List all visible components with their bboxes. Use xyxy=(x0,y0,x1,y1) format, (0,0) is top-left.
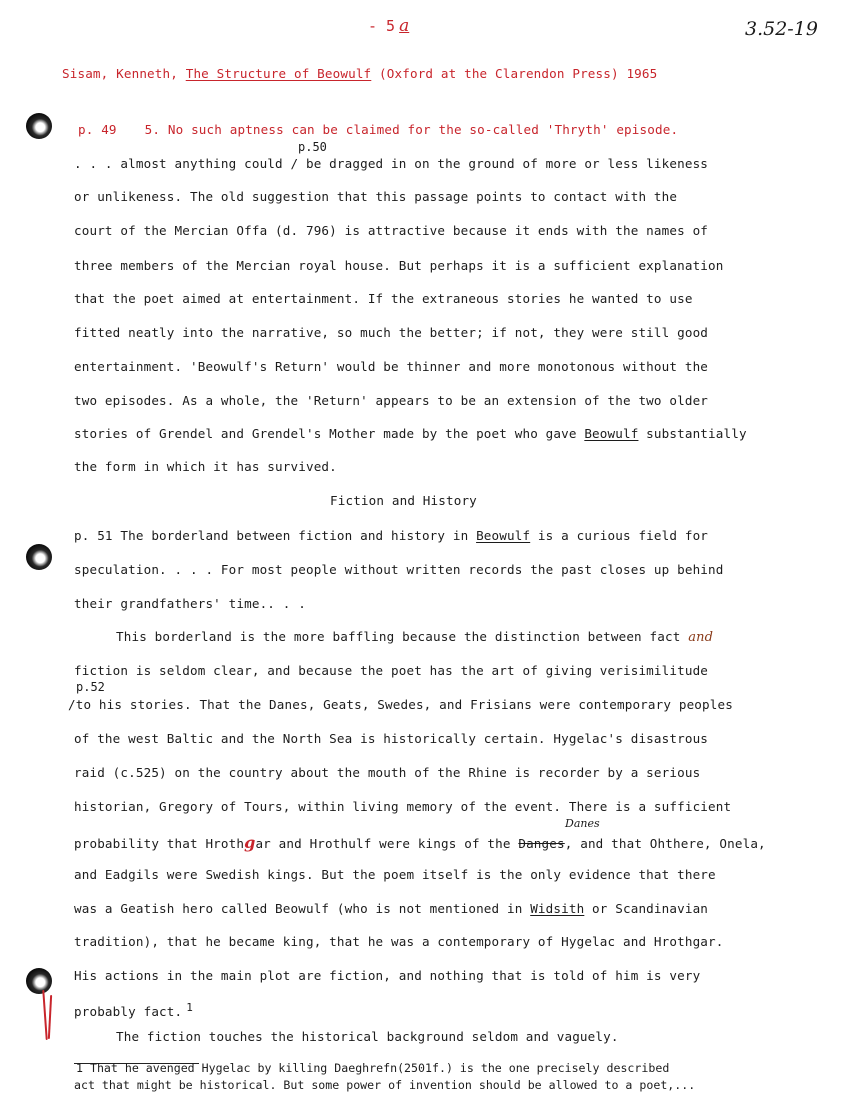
doc-code: 3.52-19 xyxy=(745,18,818,40)
body-line: the form in which it has survived. xyxy=(74,459,337,474)
body-line: or unlikeness. The old suggestion that this passage points to contact with the xyxy=(74,189,678,204)
citation-title: The Structure of Beowulf xyxy=(185,66,372,81)
body-text: stories of Grendel and Grendel's Mother made by the poet who gave xyxy=(74,426,585,441)
body-line: court of the Mercian Offa (d. 796) is attractive because it ends with the names of xyxy=(74,223,709,238)
body-line: His actions in the main plot are fiction, and nothing that is told of him is very xyxy=(74,968,701,983)
page-number xyxy=(368,16,409,36)
red-margin-mark xyxy=(48,995,52,1039)
footnote-line2: act that might be historical. But some power of invention should be allowed to a poet,... xyxy=(74,1078,696,1092)
body-line: fiction is seldom clear, and because the poet has the art of giving verisimilitude xyxy=(74,663,709,678)
body-text: , and that Ohthere, Onela, xyxy=(564,836,766,851)
body-line: entertainment. 'Beowulf's Return' would be thinner and more monotonous without the xyxy=(74,359,709,374)
body-text: probability that Hroth xyxy=(74,836,245,851)
body-text: This borderland is the more baffling because the distinction between fact xyxy=(116,629,689,644)
body-line: two episodes. As a whole, the 'Return' appears to be an extension of the two older xyxy=(74,393,709,408)
body-line: that the poet aimed at entertainment. If the extraneous stories he wanted to use xyxy=(74,291,693,306)
p51-line xyxy=(74,528,708,543)
page-number-text: - 5 xyxy=(368,17,396,35)
widsith-line xyxy=(74,901,708,916)
body-text: substantially xyxy=(638,426,747,441)
p49-page: p. 49 xyxy=(78,122,117,137)
beowulf-title: Beowulf xyxy=(476,528,531,543)
body-line: The fiction touches the historical background seldom and vaguely. xyxy=(116,1029,619,1044)
body-line: . . . almost anything could / be dragged in on the ground of more or less likeness xyxy=(74,156,709,171)
body-line-beowulf xyxy=(74,426,747,441)
body-line: three members of the Mercian royal house. But perhaps it is a sufficient explanation xyxy=(74,258,724,273)
p50-mark: p.50 xyxy=(298,140,327,154)
body-line: fitted neatly into the narrative, so much the better; if not, they were still good xyxy=(74,325,709,340)
punch-hole-bottom xyxy=(26,968,52,994)
handwritten-and: and xyxy=(688,630,714,645)
para2-line1 xyxy=(116,629,713,645)
struck-word: Danges xyxy=(518,836,565,851)
p52-mark: p.52 xyxy=(76,680,105,694)
body-text: p. 51 The borderland between fiction and history in xyxy=(74,528,477,543)
body-text: was a Geatish hero called Beowulf (who is not mentioned in xyxy=(74,901,531,916)
body-line: historian, Gregory of Tours, within living memory of the event. There is a sufficient xyxy=(74,799,732,814)
footnote-line1: 1 That he avenged Hygelac by killing Daeghrefn(2501f.) is the one precisely described xyxy=(76,1061,670,1075)
section-heading: Fiction and History xyxy=(330,493,477,508)
body-line: their grandfathers' time.. . . xyxy=(74,596,306,611)
body-text: ar and Hrothulf were kings of the xyxy=(255,836,519,851)
body-line: /to his stories. That the Danes, Geats, Swedes, and Frisians were contemporary peoples xyxy=(68,697,733,712)
body-line: of the west Baltic and the North Sea is historically certain. Hygelac's disastrous xyxy=(74,731,709,746)
p49-text: 5. No such aptness can be claimed for the so-called 'Thryth' episode. xyxy=(144,122,679,137)
probability-line xyxy=(74,833,766,852)
widsith-title: Widsith xyxy=(530,901,585,916)
body-text: is a curious field for xyxy=(530,528,709,543)
body-text: probably fact. xyxy=(74,1004,183,1020)
body-line: speculation. . . . For most people without written records the past closes up behind xyxy=(74,562,724,577)
page-suffix: a xyxy=(399,16,410,36)
citation-line xyxy=(62,66,657,81)
body-text: or Scandinavian xyxy=(584,901,709,916)
body-line: tradition), that he became king, that he was a contemporary of Hygelac and Hrothgar. xyxy=(74,934,724,949)
punch-hole-middle xyxy=(26,544,52,570)
citation-publisher: (Oxford at the Clarendon Press) 1965 xyxy=(371,66,658,81)
punch-hole-top xyxy=(26,113,52,139)
citation-author: Sisam, Kenneth, xyxy=(62,66,186,81)
red-margin-mark xyxy=(42,990,47,1040)
body-line: raid (c.525) on the country about the mouth of the Rhine is recorder by a serious xyxy=(74,765,701,780)
fact-line xyxy=(74,1001,193,1019)
red-g-correction: g xyxy=(244,833,256,852)
danes-correction: Danes xyxy=(565,817,600,830)
beowulf-title: Beowulf xyxy=(584,426,639,441)
footnote-ref: 1 xyxy=(186,1001,194,1014)
p49-line xyxy=(78,122,678,137)
body-line: and Eadgils were Swedish kings. But the poem itself is the only evidence that there xyxy=(74,867,716,882)
